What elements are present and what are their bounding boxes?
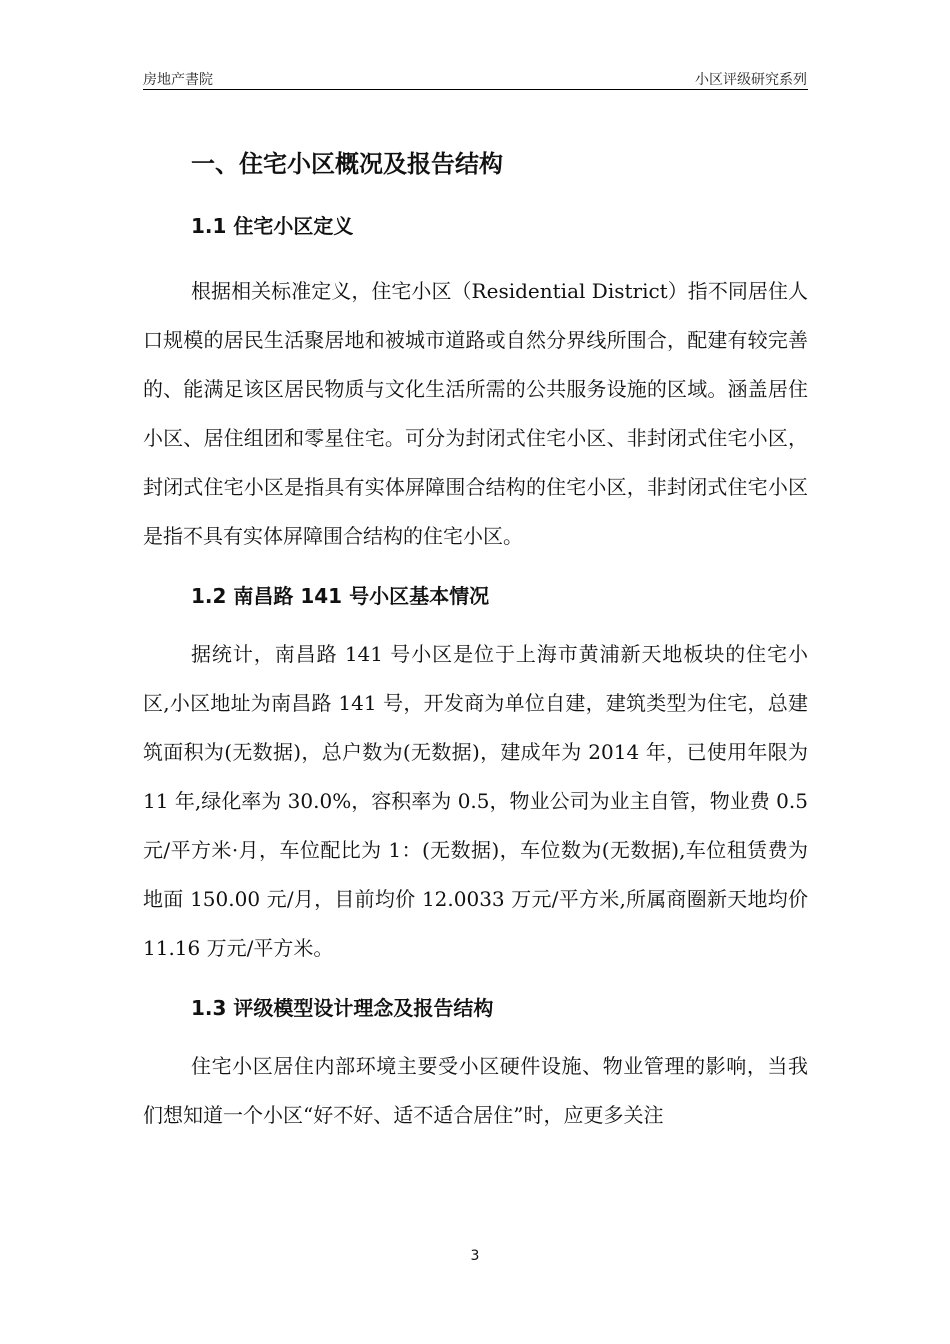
header-right-title: 小区评级研究系列	[695, 72, 807, 88]
subsection-heading-1-3: 1.3 评级模型设计理念及报告结构	[191, 996, 494, 1020]
paragraph-definition: 根据相关标准定义，住宅小区（Residential District）指不同居住人口规模的居民生活聚居地和被城市道路或自然分界线所围合，配建有较完善的、能满足该区居民物质与文化生活所需的公共服务设施的区域。涵盖居住小区、居住组团和零星住宅。可分为封闭式住宅小区、非封闭式住宅小区，封闭式住宅小区是指具有实体屏障围合结构的住宅小区，非封闭式住宅小区是指不具有实体屏障围合结构的住宅小区。	[143, 279, 808, 548]
subsection-heading-1-1: 1.1 住宅小区定义	[191, 214, 354, 238]
subsection-heading-1-2: 1.2 南昌路 141 号小区基本情况	[191, 584, 490, 608]
header-left-title: 房地产書院	[143, 72, 213, 88]
section-heading: 一、住宅小区概况及报告结构	[191, 150, 503, 178]
page-number: 3	[470, 1248, 480, 1264]
paragraph-model-design: 住宅小区居住内部环境主要受小区硬件设施、物业管理的影响，当我们想知道一个小区“好不好、适不适合居住”时，应更多关注	[143, 1054, 808, 1127]
page-content	[143, 140, 808, 1140]
header-divider	[143, 89, 808, 90]
paragraph-basic-info: 据统计，南昌路 141 号小区是位于上海市黄浦新天地板块的住宅小区,小区地址为南昌路 141 号，开发商为单位自建，建筑类型为住宅，总建筑面积为(无数据)，总户数为(无数据)，建成年为 2014 年，已使用年限为 11 年,绿化率为 30.0%，容积率为 0.5，物业公司为业主自管，物业费 0.5 元/平方米·月，车位配比为 1：(无数据)，车位数为(无数据),车位租赁费为地面 150.00 元/月，目前均价 12.0033 万元/平方米,所属商圈新天地均价 11.16 万元/平方米。	[143, 642, 808, 960]
